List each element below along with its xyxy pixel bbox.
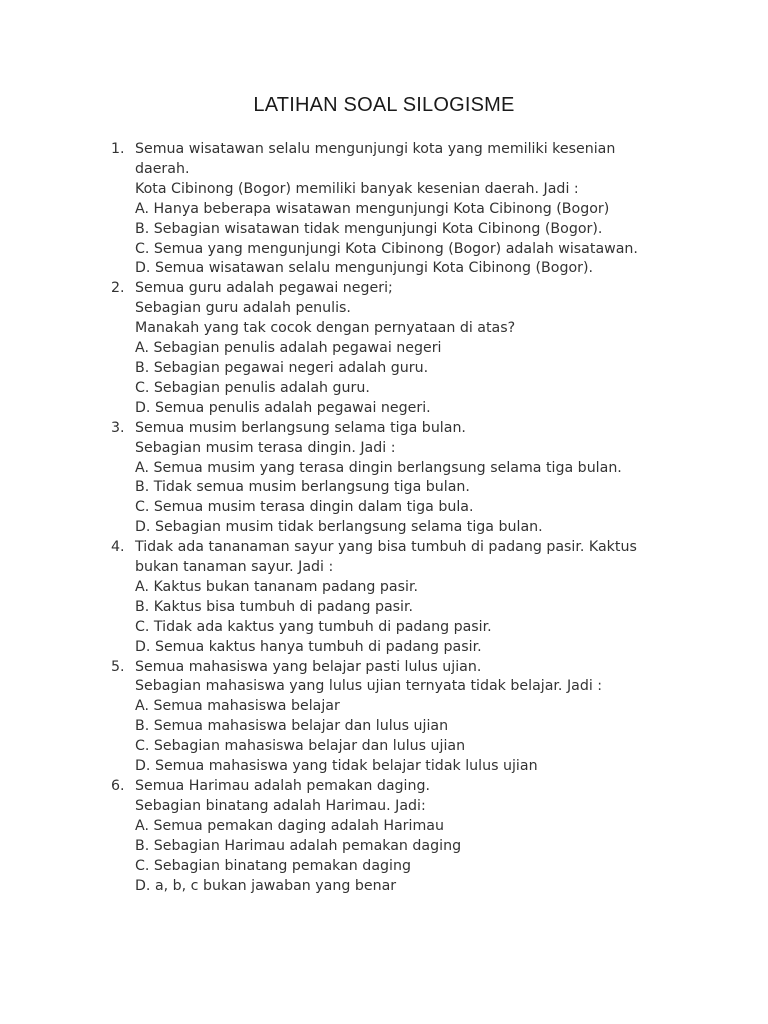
- question-premise: Semua guru adalah pegawai negeri;: [135, 280, 393, 297]
- answer-option: A. Hanya beberapa wisatawan mengunjungi Kota Cibinong (Bogor): [135, 200, 610, 217]
- question-item: [0, 658, 660, 777]
- question-premise: Sebagian musim terasa dingin. Jadi :: [135, 439, 396, 456]
- question-premise: Sebagian guru adalah penulis.: [135, 300, 351, 317]
- question-number: 2.: [111, 280, 125, 297]
- question-premise: Semua mahasiswa yang belajar pasti lulus ujian.: [135, 658, 482, 675]
- answer-option: D. Semua penulis adalah pegawai negeri.: [135, 399, 431, 416]
- answer-option: D. a, b, c bukan jawaban yang benar: [135, 877, 397, 894]
- answer-option: D. Semua kaktus hanya tumbuh di padang pasir.: [135, 638, 482, 655]
- question-list: [0, 140, 660, 896]
- answer-option: A. Semua mahasiswa belajar: [135, 698, 340, 715]
- answer-option: C. Tidak ada kaktus yang tumbuh di padang pasir.: [135, 618, 492, 635]
- question-premise: Semua Harimau adalah pemakan daging.: [135, 778, 431, 794]
- answer-option: A. Kaktus bukan tananam padang pasir.: [135, 578, 418, 595]
- question-premise: Sebagian mahasiswa yang lulus ujian ternyata tidak belajar. Jadi :: [135, 678, 603, 695]
- question-premise: Semua musim berlangsung selama tiga bulan.: [135, 419, 466, 436]
- answer-option: C. Sebagian binatang pemakan daging: [135, 857, 411, 874]
- answer-option: B. Kaktus bisa tumbuh di padang pasir.: [135, 598, 414, 615]
- question-number: 5.: [111, 658, 125, 675]
- question-number: 6.: [111, 778, 125, 794]
- answer-option: B. Sebagian Harimau adalah pemakan daging: [135, 837, 462, 854]
- question-premise: Kota Cibinong (Bogor) memiliki banyak kesenian daerah. Jadi :: [135, 180, 579, 197]
- answer-option: C. Sebagian penulis adalah guru.: [135, 379, 370, 396]
- answer-option: A. Semua musim yang terasa dingin berlangsung selama tiga bulan.: [135, 459, 622, 476]
- question-item: [0, 419, 660, 538]
- question-premise: Tidak ada tananaman sayur yang bisa tumbuh di padang pasir. Kaktus bukan tanaman sayur. Jadi :: [135, 539, 642, 576]
- answer-option: B. Semua mahasiswa belajar dan lulus ujian: [135, 718, 449, 735]
- question-premise: Sebagian binatang adalah Harimau. Jadi:: [135, 797, 426, 814]
- answer-option: D. Semua mahasiswa yang tidak belajar tidak lulus ujian: [135, 758, 538, 775]
- answer-option: C. Semua musim terasa dingin dalam tiga bula.: [135, 499, 474, 516]
- question-premise: Manakah yang tak cocok dengan pernyataan di atas?: [135, 320, 516, 337]
- question-item: [0, 777, 660, 896]
- question-item: [0, 279, 660, 418]
- question-premise: Semua wisatawan selalu mengunjungi kota yang memiliki kesenian daerah.: [135, 141, 620, 177]
- answer-option: C. Semua yang mengunjungi Kota Cibinong (Bogor) adalah wisatawan.: [135, 240, 638, 257]
- question-number: 1.: [111, 141, 125, 157]
- question-number: 3.: [111, 419, 125, 436]
- answer-option: A. Semua pemakan daging adalah Harimau: [135, 817, 444, 834]
- answer-option: C. Sebagian mahasiswa belajar dan lulus ujian: [135, 738, 466, 755]
- answer-option: A. Sebagian penulis adalah pegawai negeri: [135, 340, 442, 357]
- answer-option: D. Semua wisatawan selalu mengunjungi Kota Cibinong (Bogor).: [135, 260, 594, 277]
- question-number: 4.: [111, 539, 125, 556]
- document-title: LATIHAN SOAL SILOGISME: [253, 94, 515, 116]
- answer-option: B. Sebagian pegawai negeri adalah guru.: [135, 359, 429, 376]
- question-item: [0, 538, 660, 657]
- answer-option: B. Sebagian wisatawan tidak mengunjungi Kota Cibinong (Bogor).: [135, 220, 603, 237]
- answer-option: D. Sebagian musim tidak berlangsung selama tiga bulan.: [135, 519, 543, 536]
- question-item: [0, 140, 660, 279]
- answer-option: B. Tidak semua musim berlangsung tiga bulan.: [135, 479, 470, 496]
